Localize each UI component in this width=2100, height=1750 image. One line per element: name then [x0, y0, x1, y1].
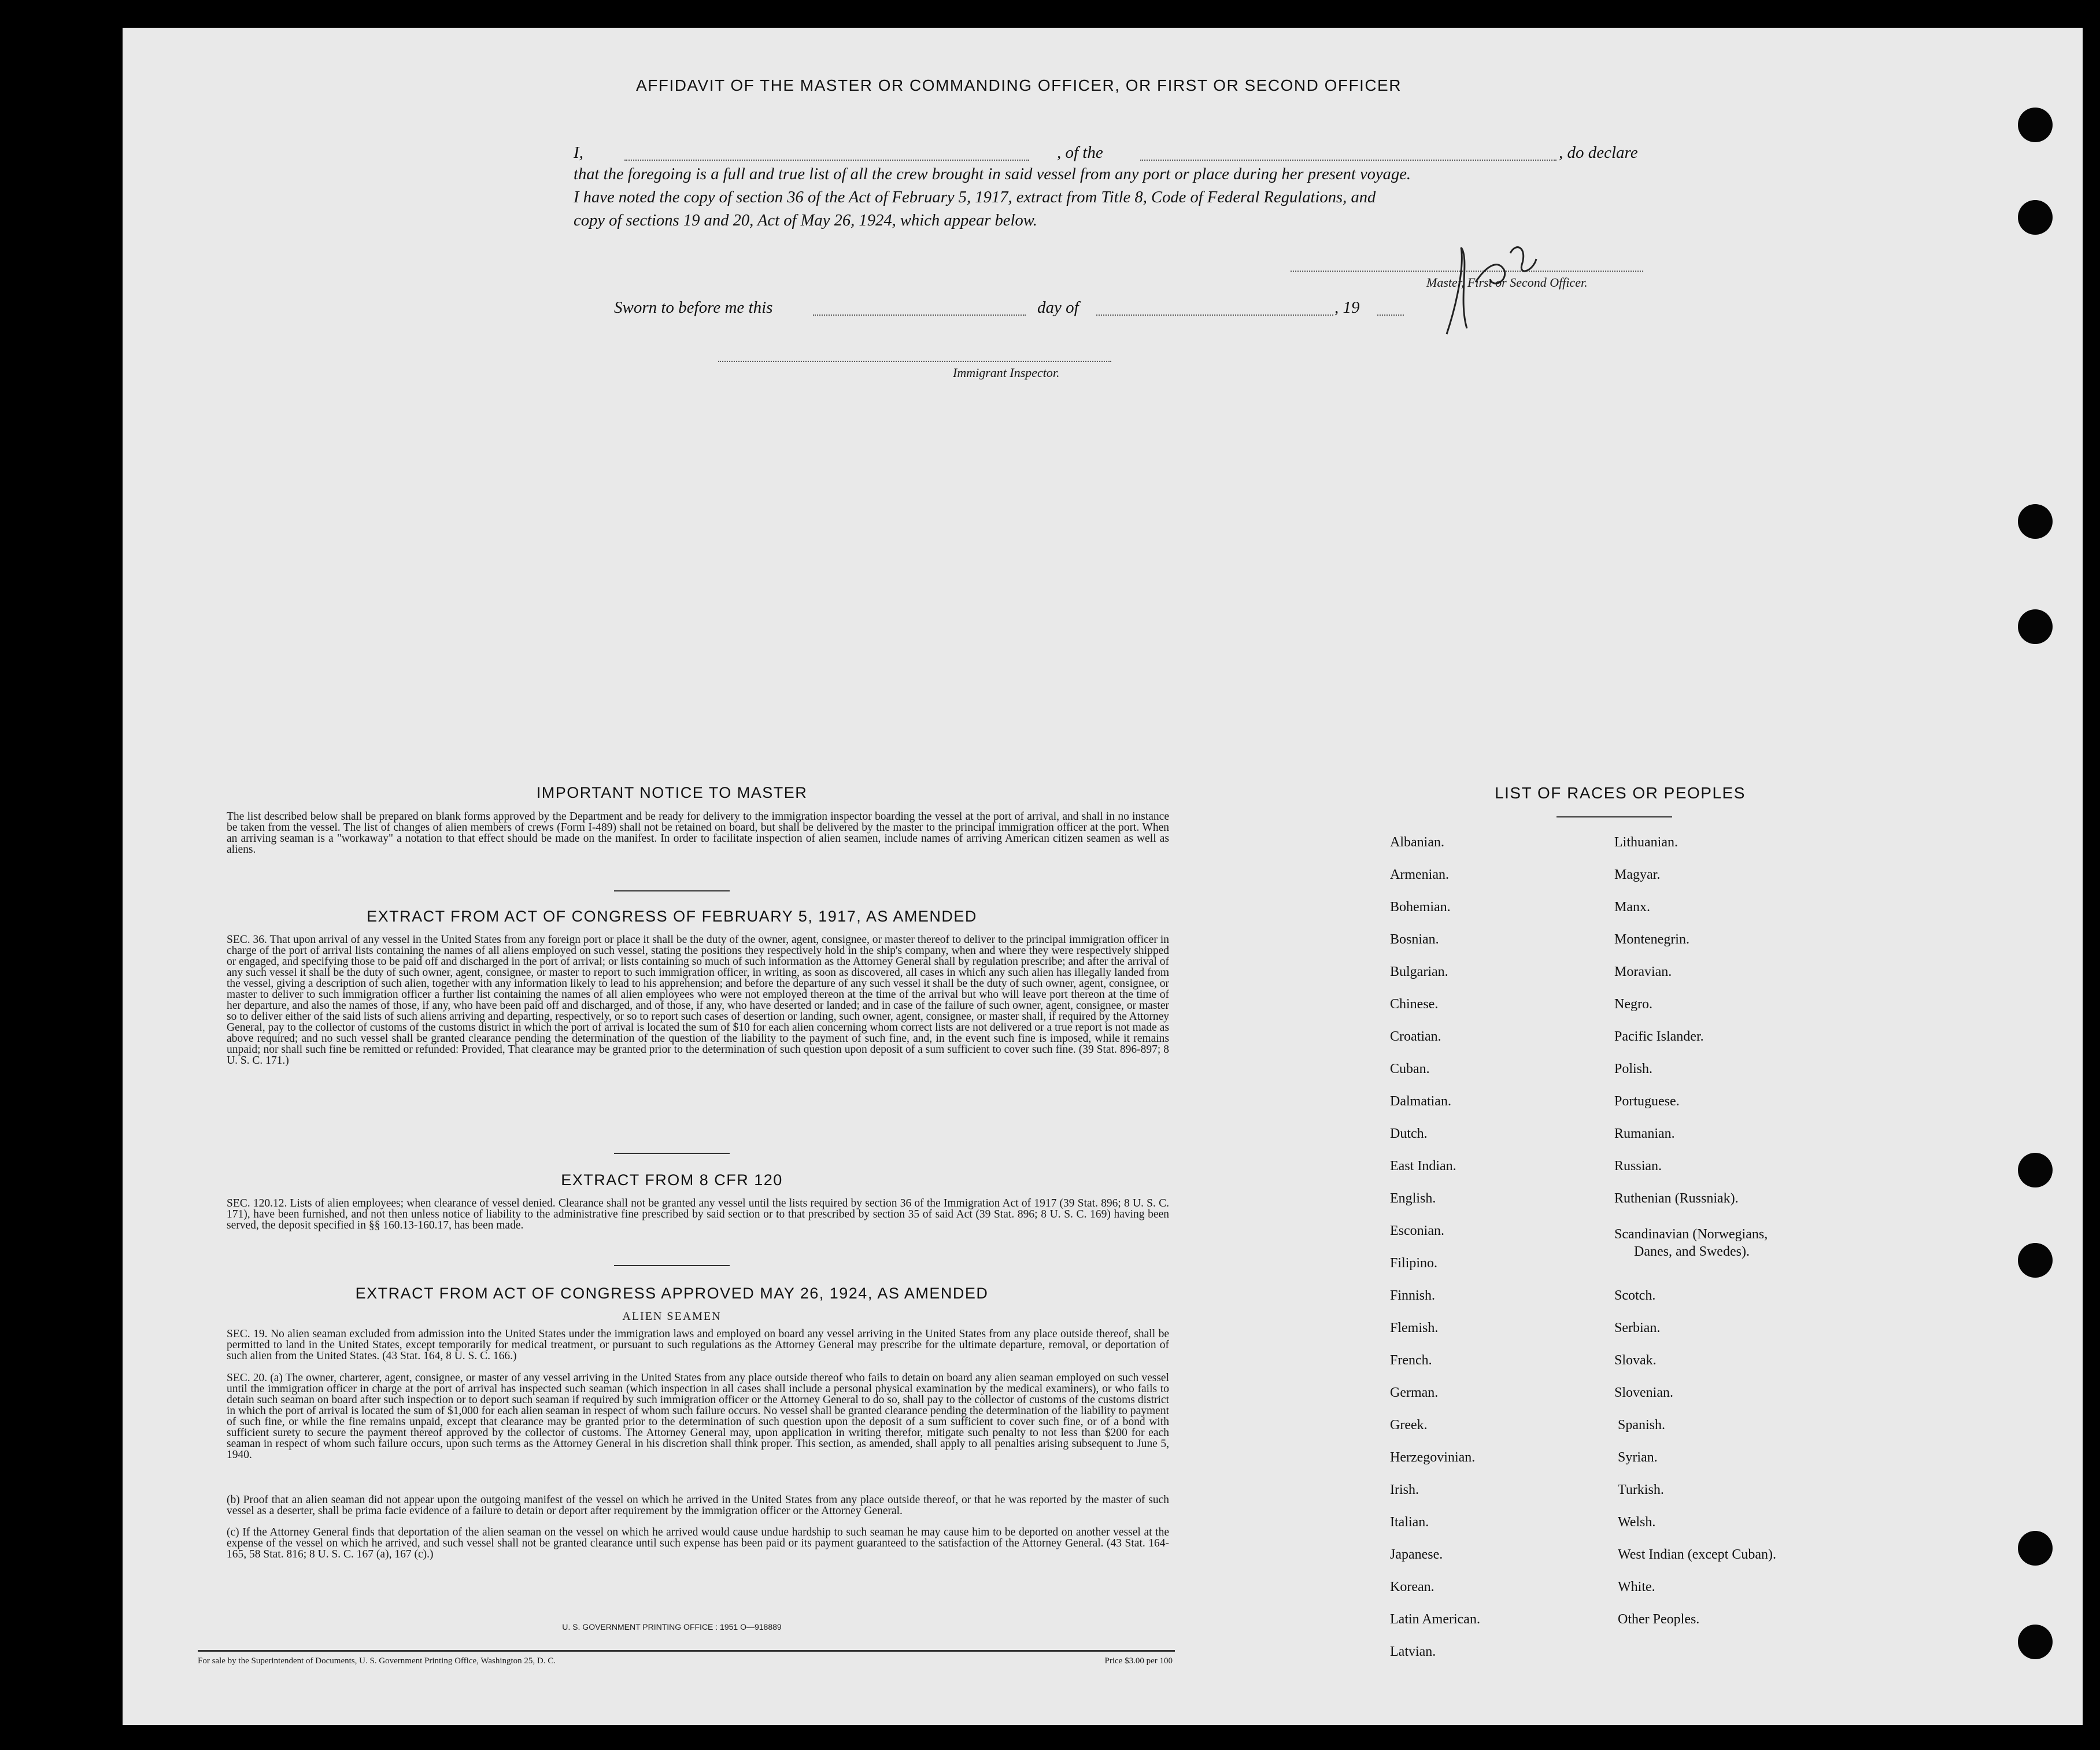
- extract-1924-sec19: SEC. 19. No alien seaman excluded from admission into the United States under the immigration laws and employed on board any vessel arriving in the United States from any place outside thereof, shall be permitted to land in the United States, except temporarily for medical treatment, or pursuant to such regulations as the Attorney General may prescribe for the ultimate departure, removal, or deportation of such alien from the United States. (43 Stat. 164, 8 U. S. C. 166.): [227, 1328, 1169, 1362]
- binder-hole: [2018, 1243, 2053, 1278]
- extract-1917-body: SEC. 36. That upon arrival of any vessel in the United States from any foreign port or place it shall be the duty of the owner, agent, consignee, or master thereof to deliver to the principal immigration officer in charge of the port of arrival lists containing the names of all aliens employed on such vessel, stating the positions they respectively hold in the ship's company, when and where they were respectively shipped or engaged, and specifying those to be paid off and discharged in the port of arrival; or lists containing so much of such information as the Attorney General shall by regulation prescribe; and after the arrival of any such vessel it shall be the duty of such owner, agent, consignee, or master to report to such immigration officer, in writing, as soon as discovered, all cases in which any such alien has illegally landed from the vessel, giving a description of such alien, together with any information likely to lead to his apprehension; and before the departure of any such vessel it shall be the duty of such owner, agent, consignee, or master to deliver to such immigration officer a further list containing the names of all alien employees who were not employed thereon at the time of the arrival but who will leave port thereon at the time of her departure, and also the names of those, if any, who have been paid off and discharged, and of those, if any, who have deserted or landed; and in case of the failure of such owner, agent, consignee, or master so to deliver either of the said lists of such aliens arriving and departing, respectively, or so to report such cases of desertion or landing, such owner, agent, consignee, or master shall, if required by the Attorney General, pay to the collector of customs of the customs district in which the port of arrival is located the sum of $10 for each alien concerning whom correct lists are not delivered or a true report is not made as above required; and no such vessel shall be granted clearance pending the determination of the question of the liability to the payment of such fine, and, in the event such fine is imposed, while it remains unpaid; nor shall such fine be remitted or refunded: Provided, That clearance may be granted prior to the determination of such question upon deposit of a sum sufficient to cover such fine. (39 Stat. 896-897; 8 U. S. C. 171.): [227, 934, 1169, 1067]
- race-right-23: White.: [1618, 1579, 1655, 1594]
- year-prefix-label: , 19: [1334, 298, 1360, 317]
- do-declare-label: , do declare: [1559, 143, 1638, 162]
- declaration-line-3: I have noted the copy of section 36 of the Act of February 5, 1917, extract from Title 8, Code of Federal Regulations, and: [574, 188, 1376, 206]
- race-right-6: Pacific Islander.: [1614, 1029, 1704, 1044]
- race-right-7: Polish.: [1614, 1061, 1653, 1076]
- race-right-24: Other Peoples.: [1618, 1612, 1700, 1627]
- sworn-label: Sworn to before me this: [614, 298, 773, 317]
- race-left-16: French.: [1390, 1353, 1432, 1368]
- race-right-20: Turkish.: [1618, 1482, 1664, 1497]
- binder-hole: [2018, 1531, 2053, 1566]
- extract-1924-sec20: SEC. 20. (a) The owner, charterer, agent, consignee, or master of any vessel arriving in the United States from any place outside thereof who fails to detain on board any alien seaman employed on such vessel until the immigration officer in charge at the port of arrival has inspected such seaman (which inspection in all cases shall include a personal physical examination by the medical examiners), or who fails to detain such seaman on board after such inspection or to deport such seaman if required by such immigration officer or the Attorney General to do so, shall pay to the collector of customs of the customs district in which the port of arrival is located the sum of $1,000 for each alien seaman in respect of whom such failure occurs. No vessel shall be granted clearance pending the determination of the liability to payment of such fine, or while the fine remains unpaid, except that clearance may be granted prior to the determination of such question upon the deposit of a sum sufficient to cover such fine, or of a bond with sufficient surety to secure the payment thereof approved by the collector of customs. The Attorney General may, upon application in writing therefor, mitigate such penalty to not less than $200 for each seaman in respect of whom such failure occurs, upon such terms as the Attorney General in his discretion shall think proper. This section, as amended, shall apply to all penalties arising subsequent to June 5, 1940.: [227, 1372, 1169, 1461]
- race-right-13: Danes, and Swedes).: [1634, 1244, 1750, 1259]
- affidavit-title: AFFIDAVIT OF THE MASTER OR COMMANDING OFFICER, OR FIRST OR SECOND OFFICER: [636, 76, 1402, 94]
- race-left-17: German.: [1390, 1385, 1439, 1400]
- binder-hole: [2018, 200, 2053, 235]
- race-right-14: Scotch.: [1614, 1288, 1656, 1303]
- race-right-9: Rumanian.: [1614, 1126, 1675, 1141]
- race-left-10: East Indian.: [1390, 1159, 1456, 1174]
- master-caption: Master, First or Second Officer.: [1426, 275, 1588, 290]
- race-left-12: Esconian.: [1390, 1223, 1444, 1238]
- race-right-18: Spanish.: [1618, 1418, 1666, 1433]
- footer-rule: [198, 1650, 1175, 1652]
- declare-i-label: I,: [574, 143, 583, 162]
- race-right-22: West Indian (except Cuban).: [1618, 1547, 1776, 1562]
- declaration-line-4: copy of sections 19 and 20, Act of May 26, 1924, which appear below.: [574, 212, 1037, 230]
- binder-hole: [2018, 108, 2053, 142]
- race-right-3: Montenegrin.: [1614, 932, 1689, 947]
- sworn-day-field[interactable]: [813, 315, 1026, 316]
- master-name-field[interactable]: [624, 160, 1029, 161]
- race-left-2: Bohemian.: [1390, 900, 1451, 915]
- extract-cfr-title: EXTRACT FROM 8 CFR 120: [561, 1171, 783, 1189]
- of-the-label: , of the: [1057, 143, 1103, 162]
- race-left-14: Finnish.: [1390, 1288, 1436, 1303]
- extract-1924-title: EXTRACT FROM ACT OF CONGRESS APPROVED MAY 26, 1924, AS AMENDED: [355, 1285, 989, 1302]
- race-right-12: Scandinavian (Norwegians,: [1614, 1227, 1768, 1242]
- divider-1: [614, 890, 730, 891]
- race-left-8: Dalmatian.: [1390, 1094, 1451, 1109]
- day-of-label: day of: [1037, 298, 1079, 317]
- race-right-2: Manx.: [1614, 900, 1650, 915]
- extract-1924-sec-b: (b) Proof that an alien seaman did not appear upon the outgoing manifest of the vessel on which he arrived in the United States from any place outside thereof, or that he was reported by the master of such vessel as a deserter, shall be prima facie evidence of a failure to detain or deport after requirement by the immigration officer or the Attorney General.: [227, 1494, 1169, 1517]
- race-left-13: Filipino.: [1390, 1256, 1438, 1271]
- race-left-25: Latvian.: [1390, 1644, 1436, 1659]
- race-right-1: Magyar.: [1614, 867, 1661, 882]
- race-left-5: Chinese.: [1390, 997, 1439, 1012]
- race-left-19: Herzegovinian.: [1390, 1450, 1476, 1465]
- race-right-17: Slovenian.: [1614, 1385, 1673, 1400]
- race-left-21: Italian.: [1390, 1515, 1429, 1530]
- race-left-9: Dutch.: [1390, 1126, 1428, 1141]
- inspector-caption: Immigrant Inspector.: [953, 365, 1060, 380]
- race-left-15: Flemish.: [1390, 1320, 1439, 1335]
- extract-1924-sec-c: (c) If the Attorney General finds that deportation of the alien seaman on the vessel on which he arrived would cause undue hardship to such seaman he may cause him to be deported on another vessel at the expense of the vessel on which he arrived, and such vessel shall not be granted clearance until such expense has been paid or its payment guaranteed to the satisfaction of the Attorney General. (43 Stat. 164-165, 58 Stat. 816; 8 U. S. C. 167 (a), 167 (c).): [227, 1526, 1169, 1560]
- binder-hole: [2018, 1153, 2053, 1187]
- extract-cfr-body: SEC. 120.12. Lists of alien employees; when clearance of vessel denied. Clearance shall not be granted any vessel until the lists required by section 36 of the Immigration Act of 1917 (39 Stat. 896; 8 U. S. C. 171), have been furnished, and not then unless notice of liability to the administrative fine prescribed by said section or to that prescribed by section 35 of said Act (39 Stat. 896; 8 U. S. C. 169) having been served, the deposit specified in §§ 160.13-160.17, has been made.: [227, 1197, 1169, 1231]
- race-left-23: Korean.: [1390, 1579, 1434, 1594]
- binder-hole: [2018, 609, 2053, 644]
- race-right-5: Negro.: [1614, 997, 1652, 1012]
- race-right-16: Slovak.: [1614, 1353, 1657, 1368]
- race-right-15: Serbian.: [1614, 1320, 1661, 1335]
- race-left-11: English.: [1390, 1191, 1436, 1206]
- divider-3: [614, 1265, 730, 1266]
- race-left-6: Croatian.: [1390, 1029, 1441, 1044]
- binder-hole: [2018, 504, 2053, 539]
- race-right-4: Moravian.: [1614, 964, 1672, 979]
- document-page: [123, 28, 2083, 1725]
- notice-title: IMPORTANT NOTICE TO MASTER: [536, 784, 808, 801]
- races-divider: [1556, 816, 1672, 817]
- inspector-signature-line[interactable]: [718, 361, 1111, 362]
- sworn-year-field[interactable]: [1377, 315, 1404, 316]
- race-right-19: Syrian.: [1618, 1450, 1658, 1465]
- race-right-8: Portuguese.: [1614, 1094, 1680, 1109]
- sworn-month-field[interactable]: [1096, 315, 1333, 316]
- divider-2: [614, 1153, 730, 1154]
- sale-notice: For sale by the Superintendent of Documents, U. S. Government Printing Office, Washington 25, D. C.: [198, 1656, 556, 1666]
- race-left-1: Armenian.: [1390, 867, 1449, 882]
- race-right-21: Welsh.: [1618, 1515, 1656, 1530]
- race-left-0: Albanian.: [1390, 835, 1444, 850]
- race-left-20: Irish.: [1390, 1482, 1419, 1497]
- races-title: LIST OF RACES OR PEOPLES: [1495, 784, 1746, 802]
- notice-body: The list described below shall be prepared on blank forms approved by the Department and be ready for delivery to the immigration inspector boarding the vessel at the port of arrival, and shall in no instance be taken from the vessel. The list of changes of alien members of crews (Form I-489) shall not be retained on board, but shall be delivered by the master to the principal immigration officer at the port. When an arriving seaman is a "workaway" a notation to that effect should be made on the manifest. In order to facilitate inspection of alien seamen, include names of arriving American citizen seamen as well as aliens.: [227, 811, 1169, 856]
- binder-hole: [2018, 1625, 2053, 1659]
- race-right-10: Russian.: [1614, 1159, 1662, 1174]
- race-left-4: Bulgarian.: [1390, 964, 1448, 979]
- price-notice: Price $3.00 per 100: [1104, 1656, 1173, 1666]
- race-left-22: Japanese.: [1390, 1547, 1443, 1562]
- race-right-0: Lithuanian.: [1614, 835, 1678, 850]
- extract-1924-subtitle: ALIEN SEAMEN: [622, 1310, 722, 1323]
- race-left-18: Greek.: [1390, 1418, 1428, 1433]
- race-left-7: Cuban.: [1390, 1061, 1430, 1076]
- race-left-24: Latin American.: [1390, 1612, 1480, 1627]
- extract-1917-title: EXTRACT FROM ACT OF CONGRESS OF FEBRUARY 5, 1917, AS AMENDED: [367, 908, 977, 925]
- race-left-3: Bosnian.: [1390, 932, 1439, 947]
- vessel-name-field[interactable]: [1140, 160, 1556, 161]
- declaration-line-2: that the foregoing is a full and true list of all the crew brought in said vessel from any port or place during her present voyage.: [574, 165, 1411, 183]
- race-right-11: Ruthenian (Russniak).: [1614, 1191, 1739, 1206]
- gpo-imprint: U. S. GOVERNMENT PRINTING OFFICE : 1951 O—918889: [562, 1622, 782, 1631]
